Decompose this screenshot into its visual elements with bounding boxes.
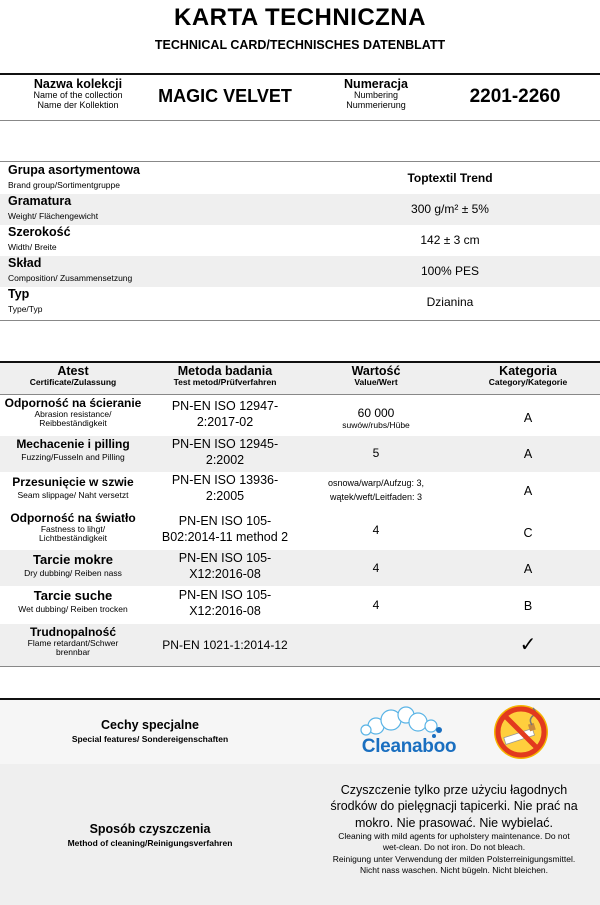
cleaning-instructions: Czyszczenie tylko prze użyciu łagodnych środków do pielęgnacji tapicerki. Nie prać na mokro. Nie prasować. Nie wybielać. Cleaning with mild agents for upholstery maintenance. Do not wet-clean. Do not iron. Do not bleach. Reinigung unter Verwendung der milden Polsterreinigungsmittel. Nicht nass waschen. Nicht bügeln. Nicht bleichen.	[330, 783, 578, 876]
document-subtitle: TECHNICAL CARD/TECHNISCHES DATENBLATT	[154, 38, 446, 52]
property-row: Typ Type/Typ Dzianina	[8, 287, 474, 314]
numbering-label: Numeracja Numbering Nummerierung	[344, 77, 408, 110]
column-header-category: Kategoria Category/Kategorie	[488, 364, 568, 388]
property-row: Szerokość Width/ Breite 142 ± 3 cm	[8, 225, 480, 252]
numbering-value: 2201-2260	[469, 86, 561, 107]
table-row: Odporność na ścieranie Abrasion resistance/ Reibbeständigkeit PN-EN ISO 12947- 2:2017-02 60 000 suwów/rubs/Hübe A	[4, 396, 533, 431]
column-header-certificate: Atest Certificate/Zulassung	[29, 364, 117, 388]
collection-name: MAGIC VELVET	[158, 86, 292, 106]
column-header-method: Metoda badania Test metod/Prüfverfahren	[173, 364, 277, 388]
table-row: Tarcie suche Wet dubbing/ Reiben trocken PN-EN ISO 105- X12:2016-08 4 B	[18, 588, 533, 618]
table-row: Trudnopalność Flame retardant/Schwer brennbar PN-EN 1021-1:2014-12 ✓	[0, 624, 600, 666]
special-features-label: Cechy specjalne Special features/ Sondereigenschaften	[71, 718, 229, 744]
table-row: Odporność na światło Fastness to lihgt/ Lichtbeständigkeit PN-EN ISO 105- B02:2014-11 method 2 4 C	[10, 511, 533, 544]
property-row: Grupa asortymentowa Brand group/Sortimentgruppe Toptextil Trend	[8, 163, 493, 190]
property-row: Skład Composition/ Zusammensetzung 100% PES	[0, 256, 600, 287]
no-smoking-icon	[492, 703, 550, 761]
property-row: Gramatura Weight/ Flächengewicht 300 g/m² ± 5%	[0, 194, 600, 225]
collection-label: Nazwa kolekcji Name of the collection Name der Kollektion	[33, 77, 123, 110]
divider	[0, 666, 600, 667]
document-title: KARTA TECHNICZNA	[174, 4, 426, 31]
check-icon: ✓	[519, 634, 537, 656]
divider	[0, 161, 600, 162]
divider	[0, 394, 600, 395]
table-row: Mechacenie i pilling Fuzzing/Fusseln and Pilling PN-EN ISO 12945- 2:2002 5 A	[0, 436, 600, 472]
divider	[0, 73, 600, 75]
column-header-value: Wartość Value/Wert	[351, 364, 401, 388]
tests-table-header	[0, 363, 600, 394]
table-row: Przesunięcie w szwie Seam slippage/ Naht versetzt PN-EN ISO 13936- 2:2005 osnowa/warp/Aufzug: 3, wątek/weft/Leitfaden: 3 A	[12, 473, 533, 503]
divider	[0, 320, 600, 321]
cleanaboo-logo: Cleanaboo	[346, 700, 472, 764]
table-row: Tarcie mokre Dry dubbing/ Reiben nass PN-EN ISO 105- X12:2016-08 4 A	[0, 550, 600, 586]
divider	[0, 120, 600, 121]
cleaning-label: Sposób czyszczenia Method of cleaning/Reinigungsverfahren	[67, 822, 233, 848]
